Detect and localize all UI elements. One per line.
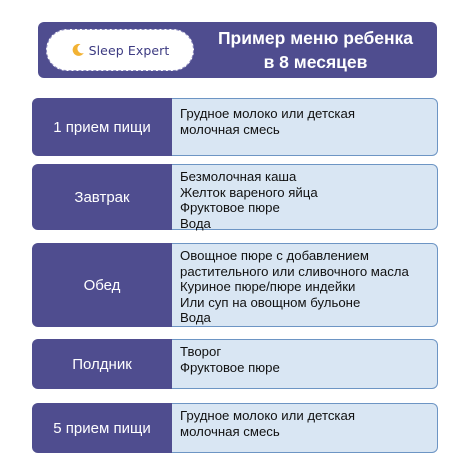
meal-row-5 [32, 403, 438, 453]
meal-line: Желток вареного яйца [180, 184, 318, 200]
meal-line: Грудное молоко или детская [180, 408, 355, 423]
page-title-line-2: в 8 месяцев [263, 52, 368, 72]
meal-row-1 [32, 98, 438, 156]
logo-text: Sleep Expert [88, 42, 170, 58]
meal-label: Обед [32, 243, 172, 327]
meal-label: Завтрак [32, 164, 172, 230]
meal-label: Полдник [32, 339, 172, 389]
meal-line: Или суп на овощном бульоне [180, 294, 361, 310]
meal-line: Вода [180, 215, 211, 231]
meal-line: растительного или сливочного масла [180, 263, 409, 279]
meal-content [172, 98, 438, 156]
meal-content [172, 164, 438, 230]
meal-line: молочная смесь [180, 423, 280, 439]
meal-line: Фруктовое пюре [180, 359, 280, 375]
meal-row-2 [32, 164, 438, 230]
meal-line: Фруктовое пюре [180, 200, 280, 216]
meal-label: 5 прием пищи [32, 403, 172, 453]
meal-row-3 [32, 243, 438, 327]
meal-line: Грудное молоко или детская [180, 106, 355, 121]
moon-icon [71, 43, 85, 57]
meal-line: Безмолочная каша [180, 169, 297, 184]
meal-line: Овощное пюре с добавлением [180, 248, 369, 263]
header-banner [38, 22, 437, 78]
meal-content [172, 243, 438, 327]
meal-line: Вода [180, 310, 211, 326]
meal-row-4 [32, 339, 438, 389]
meal-line: молочная смесь [180, 121, 280, 137]
page-title-line-1: Пример меню ребенка [217, 28, 414, 48]
meal-content [172, 339, 438, 389]
meal-line: Куриное пюре/пюре индейки [180, 279, 356, 295]
meal-line: Творог [180, 344, 222, 359]
meal-label: 1 прием пищи [32, 98, 172, 156]
page-title [198, 26, 433, 74]
sleep-expert-logo [46, 29, 194, 71]
meal-content [172, 403, 438, 453]
